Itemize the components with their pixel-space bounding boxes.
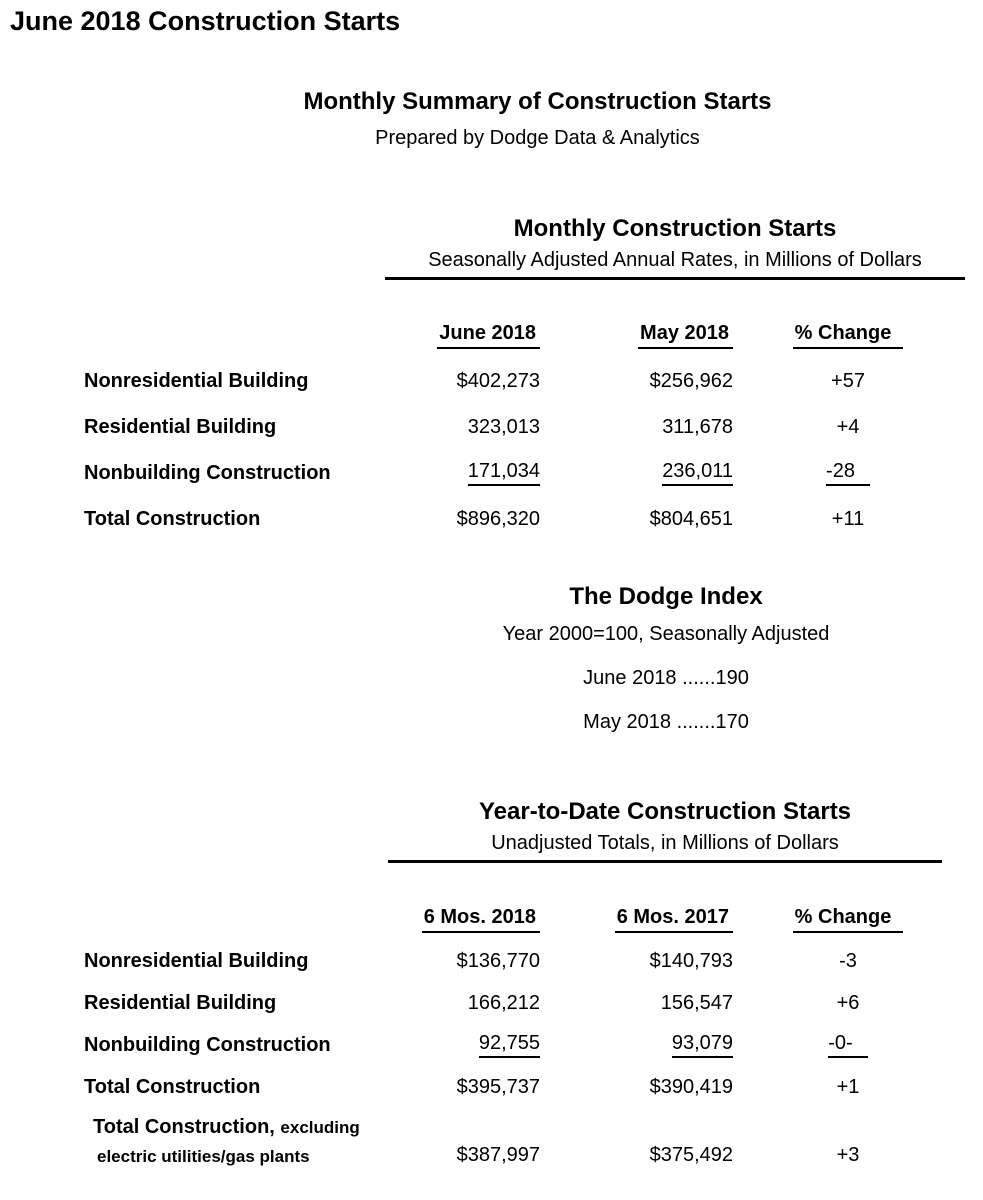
monthly-cell-may: $256,962 xyxy=(649,369,733,392)
dodge-index-line-may xyxy=(350,711,982,734)
monthly-section-subtitle: Seasonally Adjusted Annual Rates, in Millions of Dollars xyxy=(385,249,965,280)
monthly-row-label: Nonbuilding Construction xyxy=(84,461,331,484)
ytd-section-subtitle: Unadjusted Totals, in Millions of Dollars xyxy=(388,832,942,863)
ytd-cell-change: +1 xyxy=(836,1075,860,1098)
monthly-section-heading xyxy=(385,215,965,280)
monthly-col-header-change xyxy=(733,322,963,349)
dot-leader: ....... xyxy=(676,711,716,733)
document-header xyxy=(92,88,983,150)
ytd-col-header-6mos-2017 xyxy=(540,906,733,933)
ytd-cell-2017: $390,419 xyxy=(649,1075,733,1098)
monthly-cell-june: $402,273 xyxy=(456,369,540,392)
ytd-cell-2018: $136,770 xyxy=(456,949,540,972)
ytd-col-header-6mos-2018 xyxy=(414,906,540,933)
ytd-table xyxy=(84,898,963,1108)
ytd-row-label: Nonresidential Building xyxy=(84,949,309,972)
dodge-index-value: 170 xyxy=(715,711,749,733)
dodge-index-section xyxy=(350,583,982,734)
monthly-col-header-june-2018-label: June 2018 xyxy=(437,322,540,349)
ytd-col-header-6mos-2018-label: 6 Mos. 2018 xyxy=(422,906,540,933)
ytd-cell-2018: 166,212 xyxy=(467,991,540,1014)
monthly-cell-may xyxy=(540,460,733,486)
ytd-excluding-label-line2: electric utilities/gas plants xyxy=(97,1147,310,1166)
ytd-excluding-utilities-row xyxy=(84,1116,963,1167)
ytd-col-header-6mos-2017-label: 6 Mos. 2017 xyxy=(615,906,733,933)
underlined-value: 92,755 xyxy=(479,1032,540,1058)
ytd-cell-change: +6 xyxy=(836,991,860,1014)
ytd-excluding-cell-2018: $387,997 xyxy=(456,1144,540,1166)
ytd-excluding-row-label xyxy=(84,1116,414,1167)
dodge-index-month: June 2018 xyxy=(583,667,677,689)
dodge-index-title: The Dodge Index xyxy=(569,583,763,610)
monthly-row-label: Residential Building xyxy=(84,415,277,438)
monthly-cell-change xyxy=(733,460,963,486)
underlined-value: 236,011 xyxy=(662,460,733,486)
ytd-section-title: Year-to-Date Construction Starts xyxy=(478,798,852,825)
document-title: Monthly Summary of Construction Starts xyxy=(303,88,772,115)
monthly-cell-change: +11 xyxy=(831,507,865,530)
ytd-cell-2017: 156,547 xyxy=(660,991,733,1014)
dodge-index-month: May 2018 xyxy=(583,711,671,733)
dot-leader: ...... xyxy=(682,667,716,689)
ytd-excluding-label-main: Total Construction, xyxy=(93,1116,275,1138)
underlined-value: 93,079 xyxy=(672,1032,733,1058)
monthly-cell-june: $896,320 xyxy=(456,507,540,530)
monthly-cell-may: $804,651 xyxy=(649,507,733,530)
ytd-cell-change: -3 xyxy=(839,949,857,972)
page-title: June 2018 Construction Starts xyxy=(10,6,401,36)
monthly-col-header-may-2018-label: May 2018 xyxy=(638,322,733,349)
ytd-cell-2018 xyxy=(414,1032,540,1058)
monthly-cell-june: 323,013 xyxy=(467,415,540,438)
monthly-cell-change: +57 xyxy=(831,369,865,392)
ytd-section-heading xyxy=(388,798,942,863)
ytd-row-label: Total Construction xyxy=(84,1075,261,1098)
monthly-col-header-change-label: % Change xyxy=(793,322,904,349)
ytd-col-header-change-label: % Change xyxy=(793,906,904,933)
monthly-table xyxy=(84,312,963,542)
ytd-cell-2017: $140,793 xyxy=(649,949,733,972)
monthly-row-label: Total Construction xyxy=(84,507,261,530)
monthly-section-title: Monthly Construction Starts xyxy=(513,215,837,242)
monthly-row-label: Nonresidential Building xyxy=(84,369,309,392)
monthly-col-header-june-2018 xyxy=(414,322,540,349)
monthly-cell-change: +4 xyxy=(836,415,860,438)
underlined-value: 171,034 xyxy=(468,460,540,486)
ytd-row-label: Nonbuilding Construction xyxy=(84,1033,331,1056)
ytd-excluding-cell-change: +3 xyxy=(836,1144,860,1166)
ytd-cell-change xyxy=(733,1032,963,1058)
document-subtitle: Prepared by Dodge Data & Analytics xyxy=(375,127,700,149)
underlined-value: -28 xyxy=(826,460,870,486)
monthly-col-header-may-2018 xyxy=(540,322,733,349)
monthly-cell-june xyxy=(414,460,540,486)
ytd-excluding-cell-2017: $375,492 xyxy=(649,1144,733,1166)
dodge-index-line-june xyxy=(350,667,982,690)
ytd-col-header-change xyxy=(733,906,963,933)
underlined-value: -0- xyxy=(828,1032,867,1058)
ytd-excluding-label-suffix: excluding xyxy=(280,1118,360,1137)
ytd-cell-2018: $395,737 xyxy=(456,1075,540,1098)
dodge-index-subtitle: Year 2000=100, Seasonally Adjusted xyxy=(502,623,830,645)
ytd-row-label: Residential Building xyxy=(84,991,277,1014)
ytd-cell-2017 xyxy=(540,1032,733,1058)
dodge-index-value: 190 xyxy=(715,667,749,689)
monthly-cell-may: 311,678 xyxy=(662,415,733,438)
